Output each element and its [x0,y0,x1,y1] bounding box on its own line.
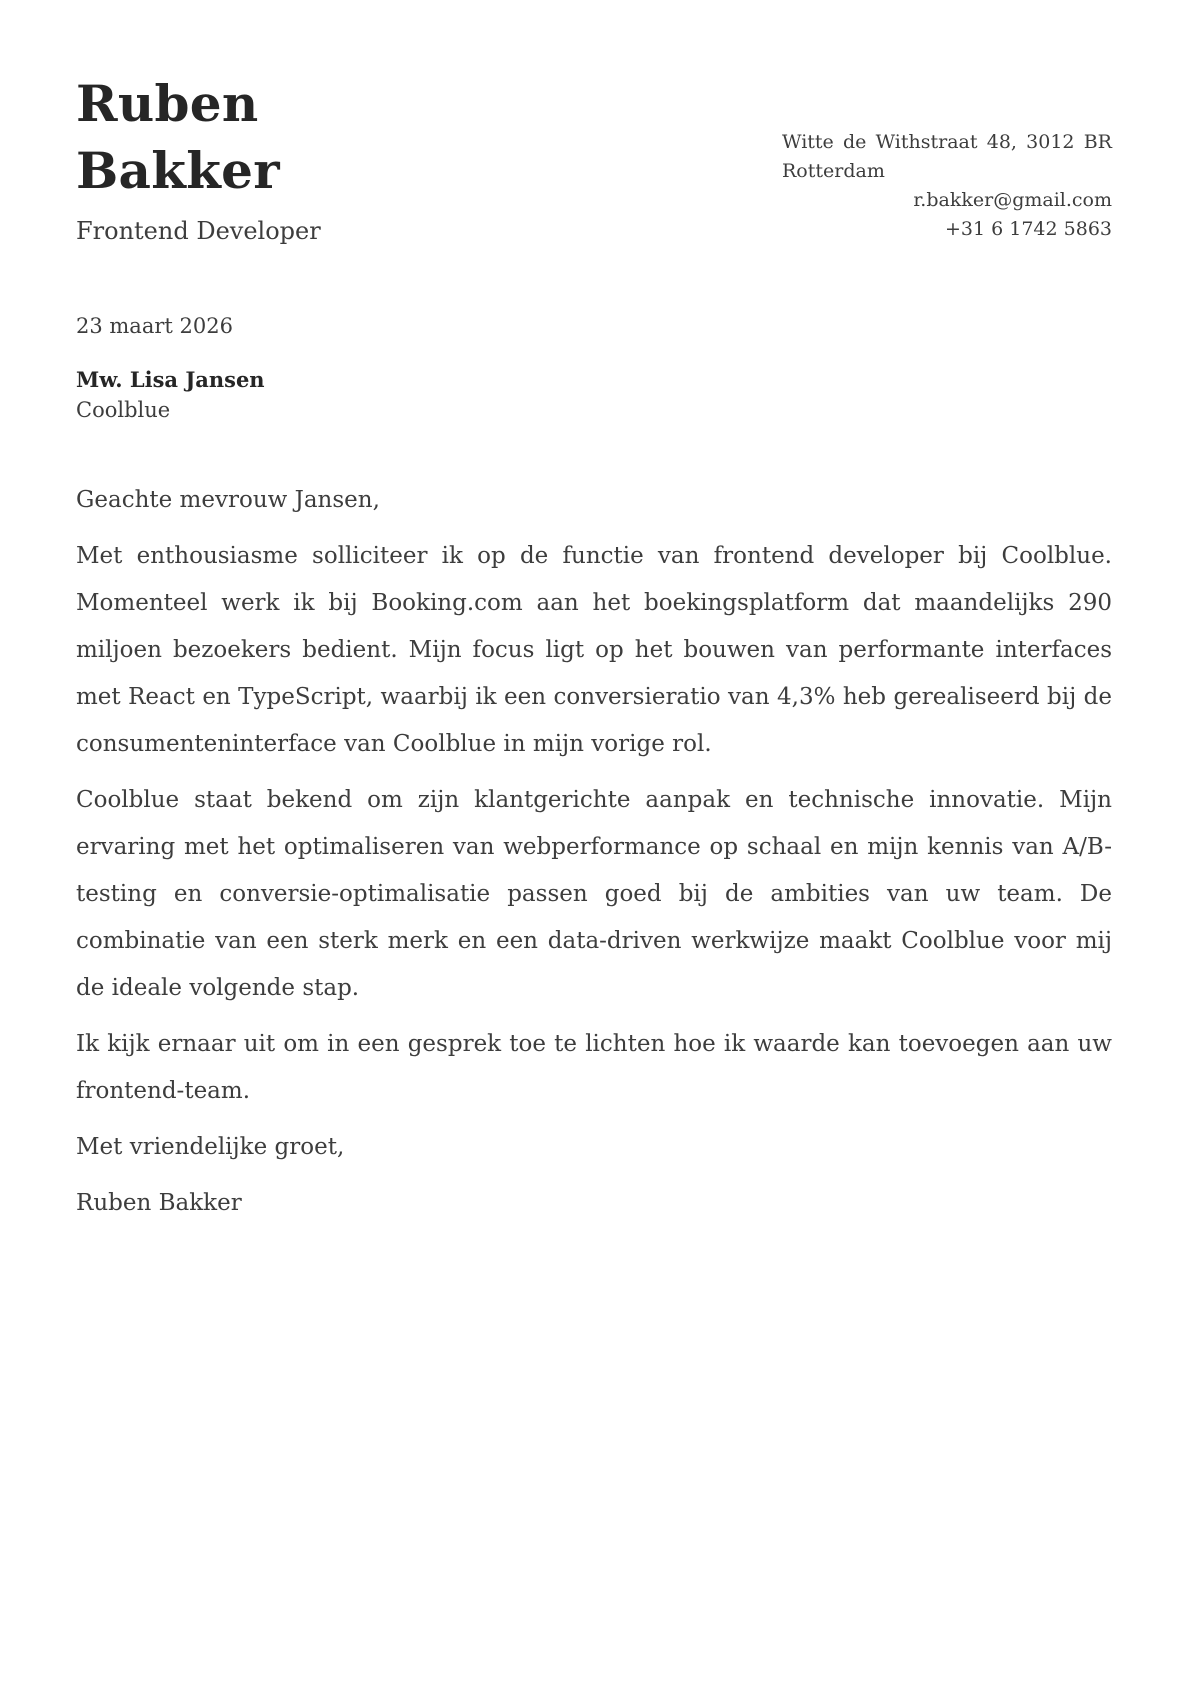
applicant-name-line1: Ruben [76,74,259,133]
contact-phone: +31 6 1742 5863 [944,218,1112,240]
recipient-company: Coolblue [76,398,171,422]
contact-block [782,128,1112,244]
recipient-block [76,365,1112,425]
closing-salutation: Met vriendelijke groet, [76,1134,345,1160]
contact-email: r.bakker@gmail.com [913,189,1112,211]
applicant-name [76,70,321,204]
contact-address-line2: Rotterdam [782,160,885,182]
contact-address-line1: Witte de Withstraat 48, 3012 BR [782,131,1112,153]
applicant-name-line2: Bakker [76,141,280,200]
signature-name: Ruben Bakker [76,1190,242,1216]
letter-date: 23 maart 2026 [76,314,233,338]
letter-body [76,477,1112,1227]
body-paragraph-3: Ik kijk ernaar uit om in een gesprek toe te lichten hoe ik waarde kan toevoegen aan uw frontend-team. [76,1031,1112,1104]
applicant-job-title: Frontend Developer [76,217,321,245]
body-paragraph-1: Met enthousiasme solliciteer ik op de functie van frontend developer bij Coolblue. Momenteel werk ik bij Booking.com aan het boekingsplatform dat maandelijks 290 miljoen bezoekers bedient. Mijn focus ligt op het bouwen van performante interfaces met React en TypeScript, waarbij ik een conversieratio van 4,3% heb gerealiseerd bij de consumenteninterface van Coolblue in mijn vorige rol. [76,543,1112,757]
letter-header [76,70,1112,247]
applicant-identity [76,70,321,247]
salutation: Geachte mevrouw Jansen, [76,487,380,513]
body-paragraph-2: Coolblue staat bekend om zijn klantgerichte aanpak en technische innovatie. Mijn ervaring met het optimaliseren van webperformance op schaal en mijn kennis van A/B-testing en conversie-optimalisatie passen goed bij de ambities van uw team. De combinatie van een sterk merk en een data-driven werkwijze maakt Coolblue voor mij de ideale volgende stap. [76,787,1112,1001]
recipient-name: Mw. Lisa Jansen [76,367,265,392]
